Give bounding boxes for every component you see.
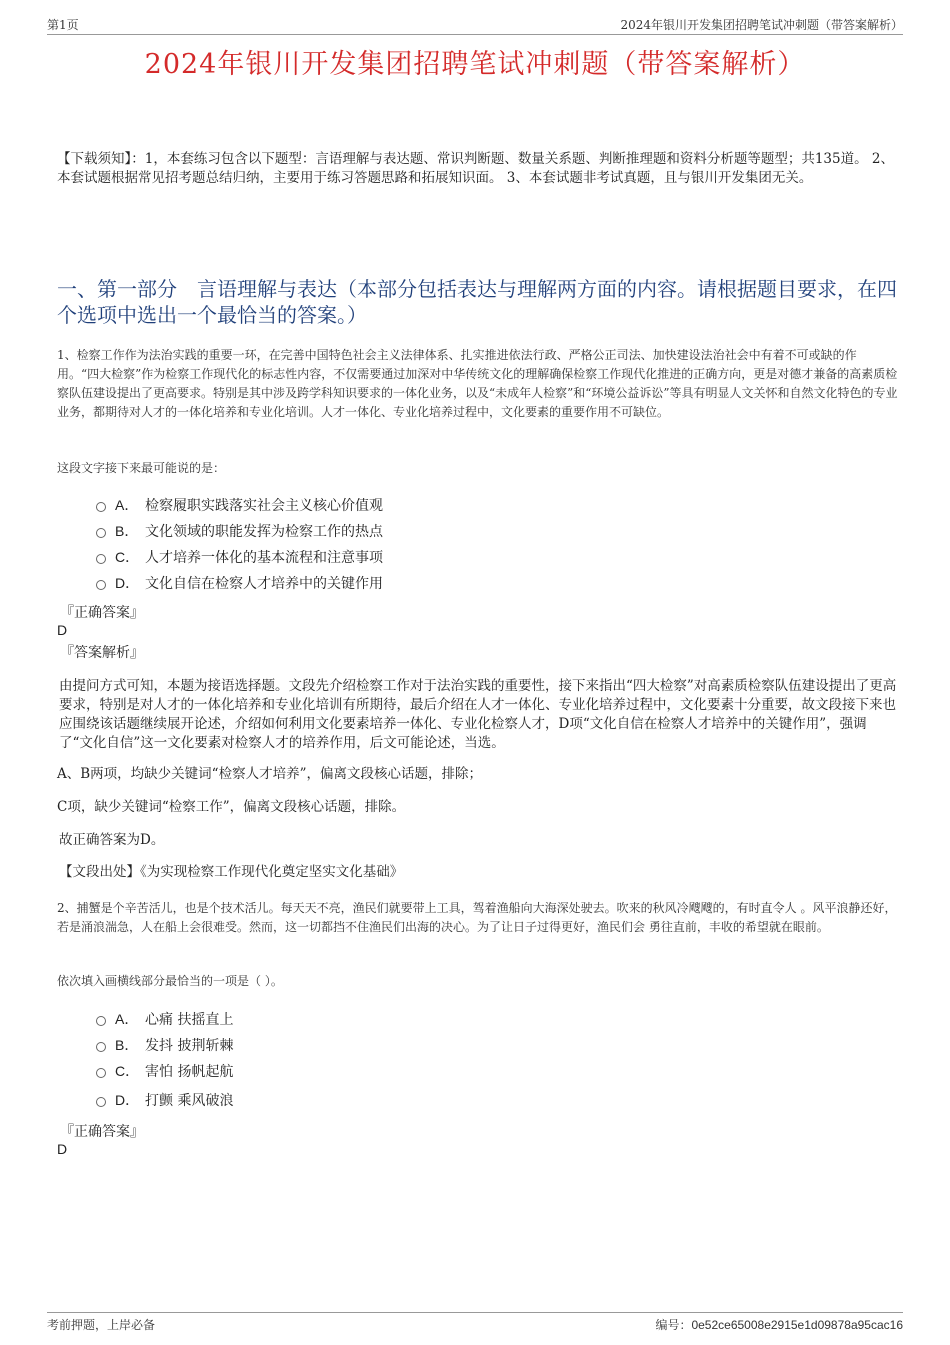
question-2-prompt: 依次填入画横线部分最恰当的一项是（ ）。 bbox=[57, 974, 283, 988]
analysis-label: 『答案解析』 bbox=[60, 645, 144, 661]
question-1-options bbox=[96, 492, 383, 596]
question-2-options bbox=[96, 1006, 233, 1116]
footer-code bbox=[655, 1316, 903, 1333]
question-2-option-a[interactable] bbox=[96, 1006, 233, 1032]
option-key: A． bbox=[115, 1011, 139, 1027]
radio-icon[interactable] bbox=[96, 554, 106, 564]
header-doc-title: 2024年银川开发集团招聘笔试冲刺题（带答案解析） bbox=[620, 18, 903, 32]
option-key: D． bbox=[115, 1092, 140, 1108]
option-text: 害怕 扬帆起航 bbox=[145, 1064, 234, 1080]
question-1-option-b[interactable] bbox=[96, 518, 383, 544]
radio-icon[interactable] bbox=[96, 502, 106, 512]
question-1-source: 【文段出处】《为实现检察工作现代化奠定坚实文化基础》 bbox=[59, 864, 404, 880]
question-1-answer: D bbox=[57, 622, 68, 638]
question-2-answer: D bbox=[57, 1141, 68, 1157]
radio-icon[interactable] bbox=[96, 528, 106, 538]
option-text: 心痛 扶摇直上 bbox=[145, 1012, 234, 1028]
page-number: 第1页 bbox=[47, 18, 79, 32]
question-1-option-a[interactable] bbox=[96, 492, 383, 518]
document-title: 2024年银川开发集团招聘笔试冲刺题（带答案解析） bbox=[144, 49, 806, 80]
option-key: B． bbox=[115, 1037, 139, 1053]
question-2-option-c[interactable] bbox=[96, 1058, 233, 1084]
option-text: 人才培养一体化的基本流程和注意事项 bbox=[145, 550, 383, 566]
option-text: 发抖 披荆斩棘 bbox=[145, 1038, 234, 1054]
question-2-option-b[interactable] bbox=[96, 1032, 233, 1058]
radio-icon[interactable] bbox=[96, 1016, 106, 1026]
option-key: A． bbox=[115, 497, 139, 513]
footer-slogan: 考前押题，上岸必备 bbox=[47, 1318, 156, 1332]
code-value: 0e52ce65008e2915e1d09878a95cac16 bbox=[691, 1318, 903, 1332]
option-text: 打颤 乘风破浪 bbox=[145, 1093, 234, 1109]
question-1-prompt: 这段文字接下来最可能说的是： bbox=[57, 461, 226, 475]
page-header bbox=[47, 14, 903, 35]
option-key: C． bbox=[115, 549, 140, 565]
question-1-analysis-c: C项，缺少关键词“检察工作”，偏离文段核心话题，排除。 bbox=[57, 799, 406, 815]
question-2-stem: 2、捕蟹是个辛苦活儿，也是个技术活儿。每天天不亮，渔民们就要带上工具，驾着渔船向大海深处驶去。吹来的秋风冷飕飕的，有时直令人 。风平浪静还好，若是涌浪湍急，人在船上会很难受。然而，这一切都挡不住渔民们出海的决心。为了让日子过得更好，渔民们会 勇往直前，丰收的希望就在眼前。 bbox=[57, 901, 897, 934]
correct-answer-label: 『正确答案』 bbox=[60, 1124, 144, 1140]
code-label: 编号： bbox=[655, 1318, 692, 1332]
option-key: C． bbox=[115, 1063, 140, 1079]
question-1-option-c[interactable] bbox=[96, 544, 383, 570]
radio-icon[interactable] bbox=[96, 580, 106, 590]
question-1-stem: 1、检察工作作为法治实践的重要一环，在完善中国特色社会主义法律体系、扎实推进依法行政、严格公正司法、加快建设法治社会中有着不可或缺的作用。“四大检察”作为检察工作现代化的标志性内容，不仅需要通过加深对中华传统文化的理解确保检察工作现代化推进的正确方向，更是对德才兼备的高素质检察队伍建设提出了更高要求。特别是其中涉及跨学科知识要求的一体化业务，以及“未成年人检察”和“环境公益诉讼”等具有明显人文关怀和自然文化特色的专业业务，都期待对人才的一体化培养和专业化培训。人才一体化、专业化培养过程中，文化要素的重要作用不可缺位。 bbox=[57, 348, 898, 419]
page-footer bbox=[47, 1312, 903, 1333]
radio-icon[interactable] bbox=[96, 1097, 106, 1107]
option-key: B． bbox=[115, 523, 139, 539]
question-1-analysis-ab: A、B两项，均缺少关键词“检察人才培养”，偏离文段核心话题，排除； bbox=[57, 766, 482, 782]
option-text: 文化自信在检察人才培养中的关键作用 bbox=[145, 576, 383, 592]
option-text: 检察履职实践落实社会主义核心价值观 bbox=[145, 498, 383, 514]
download-notice: 【下载须知】：1，本套练习包含以下题型：言语理解与表达题、常识判断题、数量关系题、判断推理题和资料分析题等题型；共135道。 2、本套试题根据常见招考题总结归纳，主要用于练习答题思路和拓展知识面。 3、本套试题非考试真题，且与银川开发集团无关。 bbox=[57, 151, 894, 186]
radio-icon[interactable] bbox=[96, 1068, 106, 1078]
radio-icon[interactable] bbox=[96, 1042, 106, 1052]
question-2-option-d[interactable] bbox=[96, 1084, 233, 1116]
question-1-analysis-conclusion: 故正确答案为D。 bbox=[59, 832, 165, 848]
question-1-analysis-main: 由提问方式可知，本题为接语选择题。文段先介绍检察工作对于法治实践的重要性，接下来指出“四大检察”对高素质检察队伍建设提出了更高要求，特别是对人才的一体化培养和专业化培训有所期待，最后介绍在人才一体化、专业化培养过程中，文化要素十分重要，故文段接下来也应围绕该话题继续展开论述，介绍如何利用文化要素培养一体化、专业化检察人才，D项“文化自信在检察人才培养中的关键作用”，强调了“文化自信”这一文化要素对检察人才的培养作用，后文可能论述，当选。 bbox=[59, 678, 897, 751]
section-heading: 一、第一部分 言语理解与表达（本部分包括表达与理解两方面的内容。请根据题目要求，在四个选项中选出一个最恰当的答案。） bbox=[57, 277, 897, 327]
question-1-option-d[interactable] bbox=[96, 570, 383, 596]
correct-answer-label: 『正确答案』 bbox=[60, 605, 144, 621]
option-text: 文化领域的职能发挥为检察工作的热点 bbox=[145, 524, 383, 540]
option-key: D． bbox=[115, 575, 140, 591]
